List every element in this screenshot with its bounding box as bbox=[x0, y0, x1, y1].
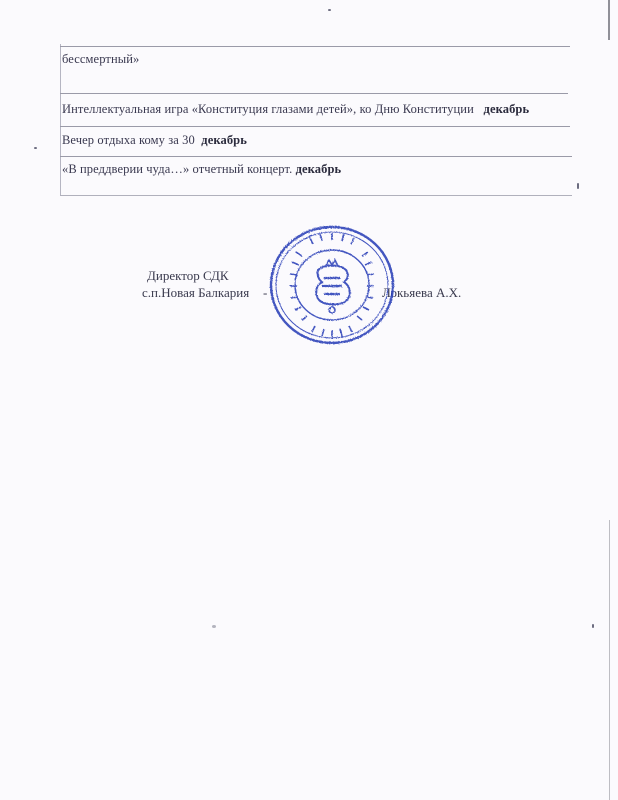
scan-speck bbox=[328, 9, 331, 11]
event-month: декабрь bbox=[483, 102, 530, 116]
scan-speck bbox=[212, 625, 216, 628]
event-row bbox=[62, 102, 529, 117]
signature-dash: - bbox=[263, 285, 268, 300]
table-rule bbox=[60, 93, 568, 94]
event-title: Вечер отдыха кому за 30 bbox=[62, 133, 195, 147]
scan-speck bbox=[577, 183, 579, 189]
signer-name: Локьяева А.Х. bbox=[382, 285, 462, 300]
scan-speck bbox=[592, 624, 594, 628]
scan-speck bbox=[34, 147, 37, 149]
event-row bbox=[62, 52, 139, 67]
signer-position: Директор СДК bbox=[147, 268, 229, 283]
event-row bbox=[62, 133, 247, 148]
official-stamp-icon bbox=[266, 222, 398, 348]
event-title: Интеллектуальная игра «Конституция глазами детей», ко Дню Конституции bbox=[62, 102, 474, 116]
scan-edge bbox=[609, 520, 610, 800]
table-rule bbox=[60, 46, 570, 47]
table-rule bbox=[60, 195, 572, 196]
event-month: декабрь bbox=[295, 162, 342, 176]
event-title: «В преддверии чуда…» отчетный концерт. bbox=[62, 162, 293, 176]
signer-organization: с.п.Новая Балкария bbox=[142, 285, 250, 300]
event-month: декабрь bbox=[201, 133, 247, 147]
event-row bbox=[62, 162, 341, 177]
table-rule bbox=[60, 126, 570, 127]
scan-edge bbox=[608, 0, 610, 40]
event-title: бессмертный» bbox=[62, 52, 140, 66]
table-rule bbox=[60, 156, 572, 157]
table-left-border bbox=[60, 44, 61, 196]
